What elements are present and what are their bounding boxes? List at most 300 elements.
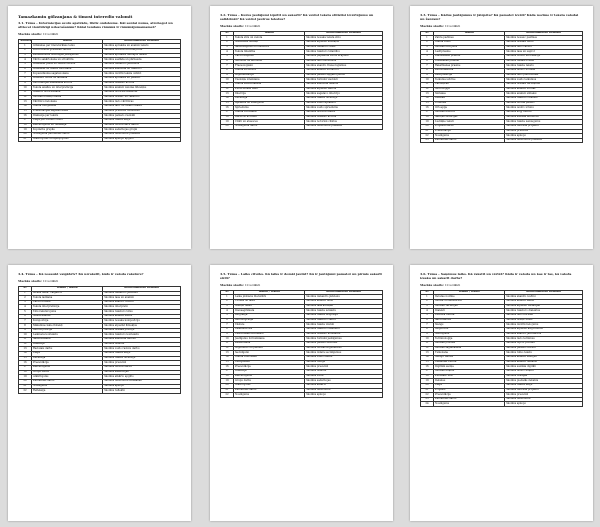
table-header-cell: Kontrolāmacaii vienilibn: [103, 39, 181, 44]
table-header-cell: Kontrolāmacaii vienilibn: [305, 31, 383, 36]
lesson-count-note: [220, 283, 383, 287]
table-row: [421, 402, 583, 407]
row-number: 12: [19, 342, 32, 347]
row-number: 3: [19, 53, 32, 58]
row-number: 13: [421, 351, 434, 356]
row-number: 21: [421, 388, 434, 393]
section-title: 3.4. Tēma – Kā nosaukt vaigābrīv? Kā uzrakstīt, kāds ir valoda raksturs?: [18, 272, 144, 276]
criteria-cell: Skolēns atpazīst līdzekļus: [103, 324, 181, 329]
criteria-cell: Skolēns raksturo kontekstu: [103, 333, 181, 338]
row-number: 10: [421, 337, 434, 342]
topic-cell: Intervija: [233, 92, 304, 97]
criteria-cell: Skolēns izvēlas argumentus: [305, 346, 383, 351]
topic-cell: Projekta darbs: [433, 124, 504, 129]
topic-cell: Pašvērtējums: [31, 366, 102, 371]
topics-table: [18, 286, 181, 394]
lesson-count-value: 10 uzdākti: [444, 23, 461, 28]
topic-cell: Teksta interpretācija: [31, 305, 102, 310]
row-number: 10: [19, 333, 32, 338]
criteria-cell: Skolēns nosaka teksta stilu: [305, 36, 383, 41]
row-number: 7: [19, 319, 32, 324]
criteria-cell: Skolēns pamato viedokli: [103, 114, 181, 119]
criteria-cell: Skolēns analizē struktūru: [305, 68, 383, 73]
row-number: 17: [19, 118, 32, 123]
row-number: 18: [19, 123, 32, 128]
table-header-cell: Nr: [221, 290, 234, 295]
criteria-cell: Skolēns formulē viedokli: [305, 78, 383, 83]
row-number: 21: [221, 388, 234, 393]
criteria-cell: Skolēns diskutē: [103, 342, 181, 347]
topics-table: [18, 39, 181, 142]
topic-cell: Sarunvaloda: [433, 318, 504, 323]
topic-cell: Teksta rediģēšana: [31, 104, 102, 109]
criteria-cell: Skolēns veido spriedumu: [305, 106, 383, 111]
table-header-cell: Nr: [19, 286, 32, 291]
row-number: 7: [221, 64, 234, 69]
row-number: 1: [221, 36, 234, 41]
topic-cell: Noslēgums: [433, 134, 504, 139]
row-number: 4: [19, 305, 32, 310]
table-row: [221, 393, 383, 398]
topic-cell: Kontrolveids grāmatas valodā: [31, 49, 102, 54]
topic-cell: Valodas politika: [433, 341, 504, 346]
document-page-3: [410, 6, 593, 249]
topics-table: [220, 31, 383, 130]
criteria-cell: Skolēns izvērtē lietojumu: [505, 323, 583, 328]
topic-cell: Teksta vērtēšana: [233, 110, 304, 115]
topic-cell: Grupu darbs: [233, 379, 304, 384]
criteria-cell: Skolēns sagatavo interviju: [305, 92, 383, 97]
row-number: 13: [19, 100, 32, 105]
row-number: 2: [221, 300, 234, 305]
criteria-cell: Skolēns apraksta un pamato: [103, 76, 181, 81]
topic-cell: Lasītprasme: [433, 50, 504, 55]
criteria-cell: Skolēns raksturo žanru: [305, 318, 383, 323]
row-number: 15: [421, 360, 434, 365]
row-number: 15: [19, 109, 32, 114]
topic-cell: Recenzija: [31, 356, 102, 361]
topic-cell: Teksta analīze un interpretācija: [31, 86, 102, 91]
topic-cell: Teksta lasīšana: [31, 296, 102, 301]
table-header-cell: Kontrolāmacaii vienilibn: [103, 286, 181, 291]
row-number: 8: [421, 68, 434, 73]
topic-cell: Reklāmas valoda: [433, 360, 504, 365]
row-number: 20: [221, 124, 234, 129]
table-header-cell: Kontrolāmacaii vienilibn: [305, 290, 383, 295]
criteria-cell: Skolēns prezentē: [103, 361, 181, 366]
topic-cell: Debates: [433, 379, 504, 384]
criteria-cell: Skolēns raksturo tēlainību: [305, 50, 383, 55]
topic-cell: Vārdnīcu lietošana: [31, 100, 102, 105]
topic-cell: Slengs: [433, 323, 504, 328]
criteria-cell: Skolēns izskaidro jēdzienus: [103, 63, 181, 68]
document-page-5: [210, 265, 393, 521]
row-number: 9: [19, 81, 32, 86]
criteria-cell: Skolēns raksta iesniegumu: [505, 120, 583, 125]
topic-cell: Teksta veids: [433, 41, 504, 46]
criteria-cell: Skolēns sadarbojas grupā: [103, 128, 181, 133]
section-title: 3.6. Tēma – Saņēmus laiks. Kā rakstīt un vērtēt? Kāda ir valoda un kas ir tas, kā valoda izsaka un sakarīt darbs?: [420, 272, 572, 280]
criteria-cell: Skolēns sastāda un pārbauda: [103, 58, 181, 63]
criteria-cell: Skolēns raksta eseju: [103, 352, 181, 357]
criteria-cell: Skolēns raksta recenziju: [305, 96, 383, 101]
lesson-count-note: [420, 24, 583, 28]
topic-cell: Ortoepija: [433, 106, 504, 111]
criteria-cell: Skolēns analizē valodas līdzekļus: [103, 86, 181, 91]
row-number: 1: [221, 295, 234, 300]
row-number: 14: [421, 355, 434, 360]
criteria-cell: Skolēns uztver informāciju: [505, 55, 583, 60]
lesson-count-value: 10 uzdākti: [244, 282, 261, 287]
criteria-cell: Skolēns ievēro etiķeti: [505, 369, 583, 374]
row-number: 1: [19, 44, 32, 49]
table-row: [19, 137, 181, 142]
topic-cell: Projekts: [433, 388, 504, 393]
criteria-cell: Skolēns ievēro normas: [505, 68, 583, 73]
criteria-cell: Skolēns prezentē: [505, 393, 583, 398]
row-number: 7: [221, 323, 234, 328]
row-number: 3: [421, 304, 434, 309]
topic-cell: Noslēgums: [31, 384, 102, 389]
criteria-cell: Skolēns raksturo tēlus: [103, 310, 181, 315]
criteria-cell: Skolēns analizē saikni: [505, 300, 583, 305]
criteria-cell: Skolēns izvērtē teksta uzbūvi: [103, 72, 181, 77]
criteria-cell: Skolēns vērtē: [305, 374, 383, 379]
topic-cell: Atmiņu teksti: [233, 304, 304, 309]
topic-cell: Kompozīcija: [31, 319, 102, 324]
lesson-count-label: Mazāks skaits:: [18, 31, 42, 36]
topic-cell: Vēsturiskais konteksts: [233, 332, 304, 337]
row-number: 5: [221, 55, 234, 60]
criteria-cell: Skolēns analizē reklāmu: [505, 360, 583, 365]
row-number: 10: [421, 78, 434, 83]
criteria-cell: Skolēns demonstrē prasmes: [305, 124, 383, 129]
row-number: 20: [221, 383, 234, 388]
criteria-cell: Skolēns salīdzina tekstus: [305, 82, 383, 87]
criteria-cell: Skolēns sadarbojas: [103, 370, 181, 375]
row-number: 2: [421, 300, 434, 305]
criteria-cell: Skolēns izvērtē savu darbu: [103, 123, 181, 128]
topic-cell: Vārdu krājums: [233, 55, 304, 60]
topic-cell: Refleksija: [31, 389, 102, 394]
lesson-count-value: 10 uzdākti: [244, 23, 261, 28]
row-number: 15: [221, 360, 234, 365]
row-number: 22: [221, 393, 234, 398]
section-title: 3.3. Tēma – Kādus jautājumus ir jāizpēta? Kā pamatot izvēli? Kāda nozīme ir teksta valodai un žanram?: [420, 13, 579, 21]
row-number: 19: [421, 379, 434, 384]
row-number: 9: [19, 328, 32, 333]
document-title: Tamazkamin gölzanjana & timosi interedio valomit: [18, 14, 133, 19]
row-number: 10: [19, 86, 32, 91]
criteria-cell: Skolēns atkārto apgūto: [103, 375, 181, 380]
topic-cell: Morfoloģija: [433, 87, 504, 92]
criteria-cell: Skolēns demonstrē prasmes: [103, 132, 181, 137]
row-number: 9: [221, 332, 234, 337]
criteria-cell: Skolēns nosaka vārdšķiras: [505, 82, 583, 87]
lesson-count-note: [220, 24, 383, 28]
row-number: 2: [19, 49, 32, 54]
lesson-count-label: Mazāks skaits:: [420, 282, 444, 287]
topic-cell: Prezentācija: [433, 393, 504, 398]
criteria-cell: Skolēns salīdzina un raksturo: [103, 67, 181, 72]
lesson-count-value: 10 uzdākti: [444, 282, 461, 287]
topic-cell: Diskusija: [31, 342, 102, 347]
criteria-cell: Skolēns atkārto: [305, 383, 383, 388]
criteria-cell: Skolēns raksta eseju: [103, 118, 181, 123]
table-row: [19, 389, 181, 394]
topic-cell: Mediju valoda: [433, 355, 504, 360]
row-number: 8: [421, 327, 434, 332]
topic-cell: Lietišķie teksti: [433, 120, 504, 125]
row-number: 16: [221, 106, 234, 111]
row-number: 11: [221, 82, 234, 87]
criteria-cell: Skolēns interpretē: [103, 305, 181, 310]
criteria-cell: Skolēns sazinās atbilstoši: [505, 115, 583, 120]
topic-cell: Ievads tēmā "vaigābrīv": [31, 291, 102, 296]
topic-cell: Teksta tēlainība: [233, 50, 304, 55]
topic-cell: Salīdzinājums un metafora: [233, 45, 304, 50]
criteria-cell: Skolēns lieto terminus: [505, 337, 583, 342]
topic-cell: Grupu darbs: [31, 370, 102, 375]
criteria-cell: Skolēns nosauc un raksturo: [103, 95, 181, 100]
topic-cell: Sižeta analīze: [31, 314, 102, 319]
criteria-cell: Skolēns apraksta un analizē tekstu: [103, 44, 181, 49]
row-number: 1: [421, 36, 434, 41]
row-number: 2: [19, 296, 32, 301]
topic-cell: Atkārtojums un apkopojums: [31, 137, 102, 142]
criteria-cell: Skolēns lasa atmiņas: [305, 304, 383, 309]
criteria-cell: Skolēns izsaka domas: [505, 59, 583, 64]
table-header-cell: Tematī: [31, 39, 102, 44]
topic-cell: Sintakse: [433, 92, 504, 97]
row-number: 12: [221, 87, 234, 92]
table-header-cell: Tematī / Tekstu: [233, 290, 304, 295]
topic-cell: Teikuma uzbūve: [433, 78, 504, 83]
row-number: 12: [221, 346, 234, 351]
topic-cell: Fonētika: [433, 101, 504, 106]
row-number: 2: [221, 41, 234, 46]
row-number: 12: [421, 87, 434, 92]
lesson-count-note: [420, 283, 583, 287]
topic-cell: Vēstule: [233, 323, 304, 328]
row-number: 5: [421, 314, 434, 319]
topic-cell: Atkārtojums: [31, 375, 102, 380]
lesson-count-note: [18, 32, 181, 36]
lesson-count-label: Mazāks skaits:: [220, 282, 244, 287]
row-number: 6: [421, 59, 434, 64]
topic-cell: Informācijas meklēšana avotos: [31, 81, 102, 86]
criteria-cell: Skolēns sadarbojas: [305, 379, 383, 384]
topic-cell: Valodas saglabāšana: [433, 346, 504, 351]
row-number: 6: [19, 67, 32, 72]
topic-cell: Noslēgums: [233, 393, 304, 398]
topic-cell: Pārbaudes darbs: [31, 379, 102, 384]
section-title: 3.2. Tēma – Kurus jautājumi izpētīt un sakarīt? Kā veidot teksta stilistisi izvērtējumu un salīdzināt? Kā veidot jautrus tekstus?: [220, 13, 374, 21]
topic-cell: Grāmatas plāns un teksta uzbūve: [31, 63, 102, 68]
criteria-cell: Skolēns veido teikumus: [505, 78, 583, 83]
topic-cell: Darbs ar avotiem: [233, 115, 304, 120]
topic-cell: Apraksts un stāstījums: [233, 101, 304, 106]
row-number: 14: [221, 96, 234, 101]
criteria-cell: Skolēns analizē formas: [505, 87, 583, 92]
topic-cell: Mākslinieciskie līdzekļi: [31, 324, 102, 329]
criteria-cell: Skolēns pamato apgalvojumus: [305, 73, 383, 78]
lesson-count-note: [18, 279, 181, 283]
criteria-cell: Skolēns kopj valodu: [505, 110, 583, 115]
topic-cell: Neoloģismi: [433, 332, 504, 337]
row-number: 21: [19, 384, 32, 389]
criteria-cell: Skolēns izskaidro tēlus: [305, 45, 383, 50]
topics-table: [420, 31, 583, 144]
criteria-cell: Skolēns demonstrē prasmes: [505, 138, 583, 143]
topic-cell: Spriedums: [233, 106, 304, 111]
topic-cell: Secinājumi: [233, 351, 304, 356]
topic-cell: Valodas līdzekļi tekstā: [31, 95, 102, 100]
topic-cell: Saziņas situācijas: [433, 115, 504, 120]
topic-cell: Biogrāfija: [233, 314, 304, 319]
topic-cell: Sinonīmi un antonīmi: [233, 59, 304, 64]
criteria-cell: Skolēns lieto valodu: [505, 45, 583, 50]
topic-cell: Publiskā runa: [433, 374, 504, 379]
criteria-cell: Skolēns lieto sinonīmus: [305, 59, 383, 64]
row-number: 21: [421, 129, 434, 134]
row-number: 20: [19, 132, 32, 137]
row-number: 2: [421, 41, 434, 46]
topic-cell: Eseja: [31, 352, 102, 357]
row-number: 18: [421, 374, 434, 379]
row-number: 19: [421, 120, 434, 125]
topic-cell: Prezentācija: [233, 365, 304, 370]
criteria-cell: Skolēns raksta eseju: [505, 383, 583, 388]
row-number: 19: [221, 379, 234, 384]
row-number: 9: [421, 332, 434, 337]
topic-cell: Argumenti un piemēri: [233, 346, 304, 351]
table-header-cell: Tematī: [433, 31, 504, 36]
topic-cell: Valodas kultūra: [433, 110, 504, 115]
topic-cell: Teksta stils un valoda: [233, 36, 304, 41]
criteria-cell: Skolēns apraksta rādītājus tekstā: [103, 53, 181, 58]
criteria-cell: Skolēns izvērtē darbu: [103, 366, 181, 371]
row-number: 11: [19, 338, 32, 343]
table-header-cell: Kontrolāmacaii vienilibn: [505, 31, 583, 36]
row-number: 10: [221, 337, 234, 342]
topics-table: [220, 290, 383, 398]
row-number: 9: [421, 73, 434, 78]
criteria-cell: Skolēns raksturo leksiku: [505, 96, 583, 101]
row-number: 9: [221, 73, 234, 78]
row-number: 6: [19, 314, 32, 319]
topic-cell: Laikmeta tēls: [233, 327, 304, 332]
row-number: 8: [221, 68, 234, 73]
criteria-cell: Skolēns izmanto avotus: [103, 81, 181, 86]
topic-cell: Frazeoloģismi: [233, 64, 304, 69]
row-number: 20: [421, 124, 434, 129]
table-header-cell: Nr: [421, 31, 434, 36]
row-number: 11: [19, 90, 32, 95]
row-number: 13: [19, 347, 32, 352]
criteria-cell: Skolēns demonstrē: [305, 388, 383, 393]
criteria-cell: Skolēns demonstrē: [505, 397, 583, 402]
topic-cell: Argumentācija: [233, 73, 304, 78]
criteria-cell: Skolēns nošķir stilus: [505, 318, 583, 323]
topic-cell: Valodas lietojums: [433, 45, 504, 50]
row-number: 6: [421, 318, 434, 323]
table-row: [221, 124, 383, 129]
lesson-count-value: 10 uzdākti: [42, 31, 59, 36]
topic-cell: Vārdšķiras: [433, 82, 504, 87]
row-number: 13: [221, 92, 234, 97]
row-number: 18: [421, 115, 434, 120]
topic-cell: Noslēguma darbs: [233, 124, 304, 129]
topic-cell: Valodas variācijas: [433, 304, 504, 309]
criteria-cell: Skolēns demonstrē zināšanas: [103, 379, 181, 384]
topic-cell: Rakstīšanas prasme: [433, 64, 504, 69]
criteria-cell: Skolēns prezentē: [305, 365, 383, 370]
topic-cell: Pašvērtējums un refleksija: [31, 123, 102, 128]
criteria-cell: Skolēns raksturo laikmetu: [305, 327, 383, 332]
criteria-cell: Skolēns novērtē tekstu: [305, 110, 383, 115]
criteria-cell: Skolēns apkopo: [305, 393, 383, 398]
topic-cell: Autora pozīcija: [31, 328, 102, 333]
row-number: 8: [19, 76, 32, 81]
table-header-cell: Tematī: [233, 31, 304, 36]
criteria-cell: Skolēns atpazīst aizguvumus: [505, 327, 583, 332]
row-number: 18: [221, 115, 234, 120]
criteria-cell: Skolēns uzstājas: [505, 374, 583, 379]
topic-cell: Diskusija par tekstu: [31, 114, 102, 119]
row-number: 17: [421, 110, 434, 115]
criteria-cell: Skolēns piedalās debatēs: [505, 379, 583, 384]
row-number: 3: [19, 300, 32, 305]
topic-cell: Vārdu nozīme: [31, 300, 102, 305]
lesson-count-label: Mazāks skaits:: [420, 23, 444, 28]
criteria-cell: Skolēns nosaka kompozīciju: [103, 319, 181, 324]
row-number: 20: [19, 379, 32, 384]
row-number: 17: [421, 369, 434, 374]
topic-cell: Publicistikas žanri: [233, 87, 304, 92]
row-number: 12: [19, 95, 32, 100]
topic-cell: Literārā valoda: [433, 314, 504, 319]
topic-cell: Cilvēks un laiks: [233, 300, 304, 305]
criteria-cell: Skolēns reflektē: [103, 389, 181, 394]
topic-cell: Prezentācija: [433, 129, 504, 134]
criteria-cell: Skolēns raksta biogrāfiju: [305, 314, 383, 319]
row-number: 13: [221, 351, 234, 356]
row-number: 16: [19, 361, 32, 366]
criteria-cell: Skolēns sazinās digitāli: [505, 365, 583, 370]
row-number: 17: [19, 366, 32, 371]
row-number: 23: [421, 138, 434, 143]
criteria-cell: Skolēns lieto pieturzīmes: [505, 73, 583, 78]
topic-cell: Dialekti: [433, 309, 504, 314]
row-number: 7: [19, 72, 32, 77]
topic-cell: Viedokļa izteikšana: [233, 78, 304, 83]
criteria-cell: Skolēns salīdzina darbus: [103, 338, 181, 343]
criteria-cell: Skolēns apkopo: [103, 384, 181, 389]
table-header-cell: Nr: [221, 31, 234, 36]
row-number: 16: [421, 106, 434, 111]
criteria-cell: Skolēns raksta tekstu: [505, 64, 583, 69]
table-header-cell: Numurs: [20, 39, 32, 43]
topic-cell: Valodas etiķete: [433, 369, 504, 374]
topic-cell: Prezentācija: [31, 361, 102, 366]
table-header-cell: Tematī / Teksts: [433, 290, 504, 295]
table-row: [421, 138, 583, 143]
topic-cell: Recenzija: [233, 96, 304, 101]
criteria-cell: Skolēns veido tekstu: [305, 355, 383, 360]
row-number: 7: [421, 64, 434, 69]
row-number: 1: [421, 295, 434, 300]
